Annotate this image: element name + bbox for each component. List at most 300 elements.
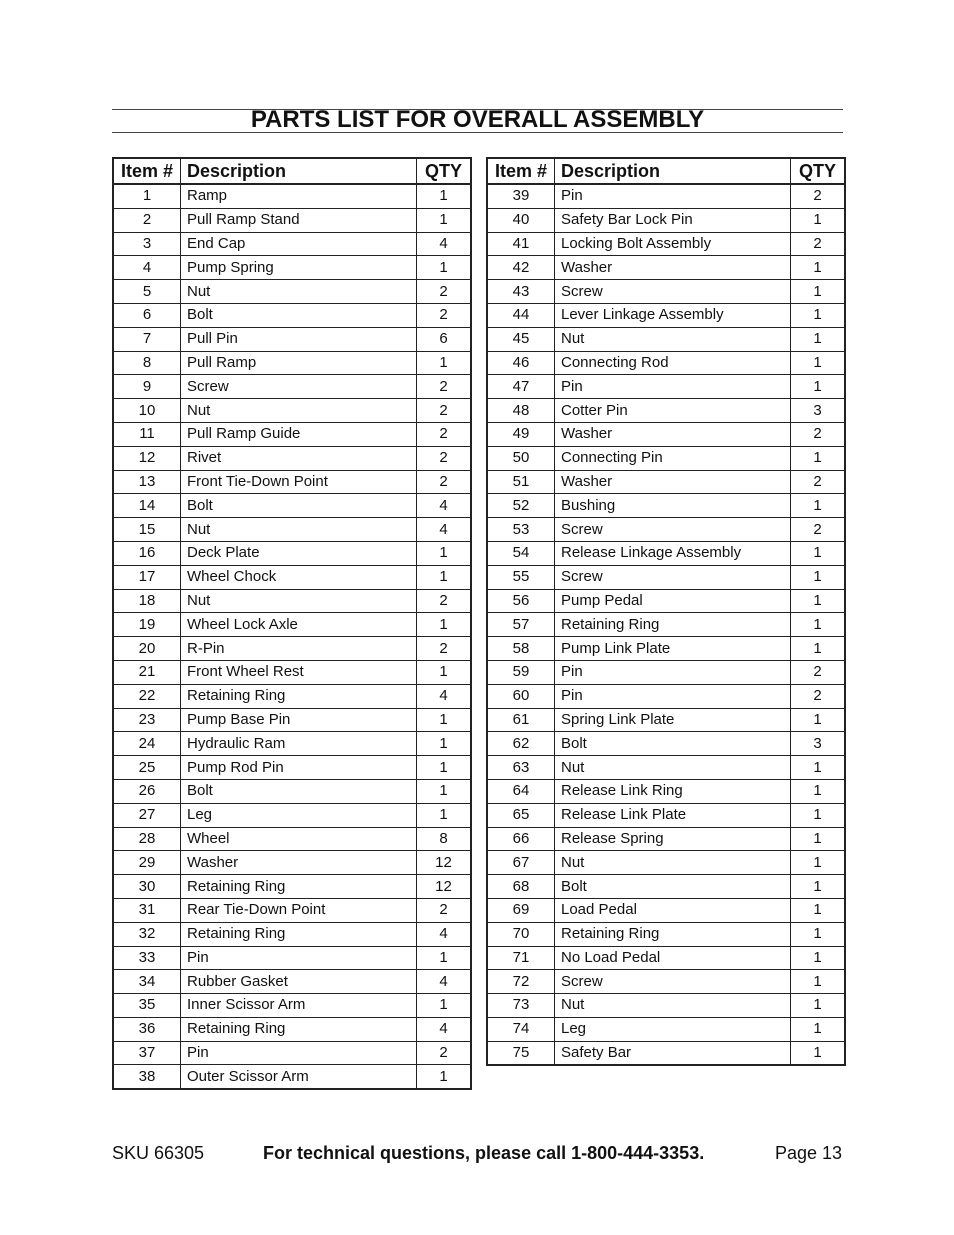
- item-qty: 1: [791, 827, 846, 851]
- table-row: [113, 327, 471, 351]
- item-description: Washer: [181, 851, 417, 875]
- item-number: 64: [487, 779, 555, 803]
- item-qty: 2: [791, 232, 846, 256]
- item-description: Washer: [555, 256, 791, 280]
- table-row: [487, 946, 845, 970]
- table-row: [113, 1041, 471, 1065]
- item-description: Nut: [181, 518, 417, 542]
- item-qty: 1: [417, 660, 472, 684]
- item-qty: 2: [417, 470, 472, 494]
- item-qty: 4: [417, 684, 472, 708]
- table-row: [487, 184, 845, 208]
- footer-sku: SKU 66305: [112, 1143, 205, 1163]
- item-description: Front Wheel Rest: [181, 660, 417, 684]
- item-description: Release Link Ring: [555, 779, 791, 803]
- item-description: End Cap: [181, 232, 417, 256]
- item-number: 75: [487, 1041, 555, 1065]
- item-qty: 1: [791, 541, 846, 565]
- item-description: Pin: [555, 660, 791, 684]
- item-number: 63: [487, 756, 555, 780]
- item-qty: 1: [791, 327, 846, 351]
- item-description: Pull Ramp Guide: [181, 422, 417, 446]
- item-number: 10: [113, 399, 181, 423]
- table-row: [113, 399, 471, 423]
- item-qty: 2: [791, 660, 846, 684]
- item-number: 56: [487, 589, 555, 613]
- item-description: Retaining Ring: [181, 922, 417, 946]
- item-number: 39: [487, 184, 555, 208]
- item-number: 17: [113, 565, 181, 589]
- table-row: [487, 327, 845, 351]
- table-row: [487, 256, 845, 280]
- item-number: 21: [113, 660, 181, 684]
- table-row: [487, 756, 845, 780]
- item-qty: 1: [791, 351, 846, 375]
- item-qty: 1: [417, 994, 472, 1018]
- item-qty: 1: [417, 351, 472, 375]
- item-number: 9: [113, 375, 181, 399]
- item-description: Pull Ramp: [181, 351, 417, 375]
- item-qty: 1: [417, 256, 472, 280]
- header-row: [487, 158, 845, 184]
- item-qty: 1: [417, 779, 472, 803]
- item-description: Bolt: [181, 303, 417, 327]
- item-number: 35: [113, 994, 181, 1018]
- item-number: 13: [113, 470, 181, 494]
- table-row: [113, 303, 471, 327]
- item-description: Spring Link Plate: [555, 708, 791, 732]
- item-description: Pump Spring: [181, 256, 417, 280]
- table-row: [487, 708, 845, 732]
- table-row: [113, 756, 471, 780]
- item-qty: 1: [791, 779, 846, 803]
- item-qty: 2: [417, 399, 472, 423]
- header-description: Description: [555, 158, 791, 184]
- footer-tech-support: For technical questions, please call 1-800-444-3353.: [263, 1143, 705, 1163]
- item-description: Rear Tie-Down Point: [181, 898, 417, 922]
- item-number: 29: [113, 851, 181, 875]
- table-row: [113, 494, 471, 518]
- item-number: 74: [487, 1017, 555, 1041]
- item-description: Load Pedal: [555, 898, 791, 922]
- table-row: [113, 684, 471, 708]
- item-number: 8: [113, 351, 181, 375]
- item-number: 30: [113, 875, 181, 899]
- item-description: Release Spring: [555, 827, 791, 851]
- item-description: Ramp: [181, 184, 417, 208]
- item-qty: 2: [417, 589, 472, 613]
- item-description: Leg: [181, 803, 417, 827]
- item-number: 44: [487, 303, 555, 327]
- item-qty: 1: [791, 898, 846, 922]
- item-description: Pin: [181, 946, 417, 970]
- table-row: [487, 827, 845, 851]
- item-number: 50: [487, 446, 555, 470]
- item-qty: 1: [791, 994, 846, 1018]
- item-number: 32: [113, 922, 181, 946]
- item-description: Screw: [555, 970, 791, 994]
- item-number: 5: [113, 280, 181, 304]
- table-row: [487, 1041, 845, 1065]
- table-row: [487, 613, 845, 637]
- item-qty: 2: [791, 684, 846, 708]
- table-row: [487, 922, 845, 946]
- item-qty: 1: [417, 613, 472, 637]
- table-row: [113, 875, 471, 899]
- header-item: Item #: [487, 158, 555, 184]
- item-qty: 2: [417, 280, 472, 304]
- item-number: 60: [487, 684, 555, 708]
- table-row: [487, 875, 845, 899]
- table-row: [113, 1065, 471, 1089]
- item-description: Pin: [555, 375, 791, 399]
- item-description: Retaining Ring: [555, 613, 791, 637]
- item-description: Pull Pin: [181, 327, 417, 351]
- item-qty: 2: [417, 898, 472, 922]
- table-row: [113, 970, 471, 994]
- table-row: [113, 422, 471, 446]
- item-description: Retaining Ring: [181, 1017, 417, 1041]
- table-row: [487, 660, 845, 684]
- item-number: 3: [113, 232, 181, 256]
- item-description: Safety Bar Lock Pin: [555, 208, 791, 232]
- table-row: [487, 779, 845, 803]
- table-row: [487, 303, 845, 327]
- item-qty: 1: [417, 756, 472, 780]
- header-item: Item #: [113, 158, 181, 184]
- item-number: 66: [487, 827, 555, 851]
- item-description: Retaining Ring: [181, 875, 417, 899]
- item-description: Pump Base Pin: [181, 708, 417, 732]
- table-row: [113, 637, 471, 661]
- item-number: 16: [113, 541, 181, 565]
- table-row: [113, 994, 471, 1018]
- item-number: 49: [487, 422, 555, 446]
- item-description: Rivet: [181, 446, 417, 470]
- table-row: [487, 470, 845, 494]
- item-qty: 1: [417, 565, 472, 589]
- item-number: 69: [487, 898, 555, 922]
- item-number: 48: [487, 399, 555, 423]
- table-row: [113, 184, 471, 208]
- item-qty: 1: [417, 803, 472, 827]
- item-qty: 4: [417, 518, 472, 542]
- item-description: Bolt: [555, 875, 791, 899]
- table-row: [487, 994, 845, 1018]
- item-description: Lever Linkage Assembly: [555, 303, 791, 327]
- item-description: Connecting Rod: [555, 351, 791, 375]
- item-qty: 4: [417, 494, 472, 518]
- item-qty: 1: [417, 732, 472, 756]
- item-description: Screw: [181, 375, 417, 399]
- item-description: Safety Bar: [555, 1041, 791, 1065]
- item-qty: 1: [791, 851, 846, 875]
- item-description: Pump Rod Pin: [181, 756, 417, 780]
- table-row: [487, 375, 845, 399]
- table-row: [487, 637, 845, 661]
- item-description: Nut: [181, 280, 417, 304]
- item-number: 12: [113, 446, 181, 470]
- item-description: Nut: [555, 756, 791, 780]
- item-number: 38: [113, 1065, 181, 1089]
- table-row: [487, 851, 845, 875]
- item-number: 7: [113, 327, 181, 351]
- item-qty: 1: [791, 613, 846, 637]
- table-row: [113, 946, 471, 970]
- table-row: [487, 494, 845, 518]
- item-description: Pin: [555, 684, 791, 708]
- item-qty: 2: [417, 303, 472, 327]
- item-qty: 2: [791, 184, 846, 208]
- item-number: 43: [487, 280, 555, 304]
- item-number: 71: [487, 946, 555, 970]
- item-number: 11: [113, 422, 181, 446]
- item-number: 40: [487, 208, 555, 232]
- table-row: [113, 351, 471, 375]
- table-row: [487, 589, 845, 613]
- item-number: 53: [487, 518, 555, 542]
- item-qty: 1: [791, 589, 846, 613]
- item-number: 15: [113, 518, 181, 542]
- item-description: Screw: [555, 518, 791, 542]
- item-qty: 3: [791, 399, 846, 423]
- item-number: 61: [487, 708, 555, 732]
- item-description: Inner Scissor Arm: [181, 994, 417, 1018]
- item-number: 37: [113, 1041, 181, 1065]
- item-qty: 1: [791, 875, 846, 899]
- item-number: 55: [487, 565, 555, 589]
- item-number: 19: [113, 613, 181, 637]
- item-description: Rubber Gasket: [181, 970, 417, 994]
- table-row: [487, 1017, 845, 1041]
- header-qty: QTY: [417, 158, 472, 184]
- item-qty: 2: [791, 470, 846, 494]
- table-row: [113, 827, 471, 851]
- table-row: [487, 803, 845, 827]
- item-qty: 1: [791, 803, 846, 827]
- item-number: 67: [487, 851, 555, 875]
- item-description: Nut: [555, 851, 791, 875]
- item-number: 47: [487, 375, 555, 399]
- item-qty: 2: [417, 1041, 472, 1065]
- item-qty: 1: [791, 565, 846, 589]
- item-description: Locking Bolt Assembly: [555, 232, 791, 256]
- item-description: Pull Ramp Stand: [181, 208, 417, 232]
- table-row: [113, 1017, 471, 1041]
- item-description: Screw: [555, 565, 791, 589]
- table-row: [113, 779, 471, 803]
- item-number: 70: [487, 922, 555, 946]
- item-number: 24: [113, 732, 181, 756]
- table-row: [113, 446, 471, 470]
- item-qty: 2: [417, 446, 472, 470]
- table-row: [113, 803, 471, 827]
- item-description: R-Pin: [181, 637, 417, 661]
- item-description: No Load Pedal: [555, 946, 791, 970]
- item-description: Pin: [181, 1041, 417, 1065]
- table-row: [487, 565, 845, 589]
- item-number: 42: [487, 256, 555, 280]
- item-description: Nut: [181, 399, 417, 423]
- item-number: 65: [487, 803, 555, 827]
- item-qty: 2: [417, 637, 472, 661]
- table-row: [113, 660, 471, 684]
- item-number: 68: [487, 875, 555, 899]
- item-number: 45: [487, 327, 555, 351]
- item-description: Retaining Ring: [181, 684, 417, 708]
- item-number: 73: [487, 994, 555, 1018]
- item-qty: 12: [417, 851, 472, 875]
- table-row: [113, 732, 471, 756]
- item-qty: 1: [791, 256, 846, 280]
- table-row: [487, 446, 845, 470]
- item-number: 57: [487, 613, 555, 637]
- item-description: Wheel: [181, 827, 417, 851]
- page-title: PARTS LIST FOR OVERALL ASSEMBLY: [250, 106, 705, 133]
- table-row: [487, 208, 845, 232]
- item-qty: 8: [417, 827, 472, 851]
- item-number: 54: [487, 541, 555, 565]
- item-description: Pin: [555, 184, 791, 208]
- item-number: 62: [487, 732, 555, 756]
- item-description: Release Link Plate: [555, 803, 791, 827]
- item-number: 1: [113, 184, 181, 208]
- item-description: Wheel Chock: [181, 565, 417, 589]
- item-number: 14: [113, 494, 181, 518]
- item-description: Connecting Pin: [555, 446, 791, 470]
- item-description: Front Tie-Down Point: [181, 470, 417, 494]
- parts-table-right: [486, 157, 846, 1066]
- table-row: [487, 684, 845, 708]
- item-number: 59: [487, 660, 555, 684]
- item-number: 36: [113, 1017, 181, 1041]
- table-row: [113, 922, 471, 946]
- item-number: 33: [113, 946, 181, 970]
- table-row: [113, 375, 471, 399]
- item-qty: 1: [791, 946, 846, 970]
- table-row: [113, 208, 471, 232]
- table-row: [113, 518, 471, 542]
- item-number: 58: [487, 637, 555, 661]
- item-description: Bolt: [555, 732, 791, 756]
- table-row: [487, 232, 845, 256]
- item-number: 34: [113, 970, 181, 994]
- item-number: 23: [113, 708, 181, 732]
- header-row: [113, 158, 471, 184]
- item-qty: 1: [791, 446, 846, 470]
- item-number: 72: [487, 970, 555, 994]
- item-qty: 1: [791, 494, 846, 518]
- item-qty: 1: [791, 1017, 846, 1041]
- item-qty: 4: [417, 232, 472, 256]
- item-description: Nut: [555, 327, 791, 351]
- table-row: [113, 851, 471, 875]
- item-number: 26: [113, 779, 181, 803]
- item-qty: 6: [417, 327, 472, 351]
- table-row: [113, 232, 471, 256]
- item-qty: 1: [417, 1065, 472, 1089]
- header-qty: QTY: [791, 158, 846, 184]
- item-description: Screw: [555, 280, 791, 304]
- table-row: [487, 732, 845, 756]
- table-row: [487, 351, 845, 375]
- item-qty: 1: [417, 208, 472, 232]
- item-qty: 1: [791, 970, 846, 994]
- item-description: Retaining Ring: [555, 922, 791, 946]
- item-qty: 1: [791, 208, 846, 232]
- item-description: Washer: [555, 470, 791, 494]
- table-row: [113, 589, 471, 613]
- item-description: Nut: [555, 994, 791, 1018]
- item-description: Hydraulic Ram: [181, 732, 417, 756]
- table-row: [487, 399, 845, 423]
- item-qty: 2: [417, 422, 472, 446]
- table-row: [487, 518, 845, 542]
- item-number: 31: [113, 898, 181, 922]
- item-qty: 1: [417, 541, 472, 565]
- item-qty: 2: [791, 422, 846, 446]
- item-description: Bushing: [555, 494, 791, 518]
- item-qty: 1: [791, 303, 846, 327]
- item-number: 6: [113, 303, 181, 327]
- item-qty: 1: [791, 708, 846, 732]
- item-description: Outer Scissor Arm: [181, 1065, 417, 1089]
- item-qty: 12: [417, 875, 472, 899]
- item-number: 52: [487, 494, 555, 518]
- item-number: 20: [113, 637, 181, 661]
- item-description: Leg: [555, 1017, 791, 1041]
- item-qty: 2: [417, 375, 472, 399]
- table-row: [113, 280, 471, 304]
- item-description: Nut: [181, 589, 417, 613]
- item-description: Bolt: [181, 779, 417, 803]
- table-row: [487, 280, 845, 304]
- item-qty: 1: [791, 637, 846, 661]
- footer-page-number: Page 13: [774, 1143, 842, 1163]
- item-number: 25: [113, 756, 181, 780]
- table-row: [113, 565, 471, 589]
- table-row: [487, 898, 845, 922]
- item-qty: 4: [417, 922, 472, 946]
- item-description: Release Linkage Assembly: [555, 541, 791, 565]
- item-qty: 1: [417, 708, 472, 732]
- item-number: 4: [113, 256, 181, 280]
- item-qty: 2: [791, 518, 846, 542]
- table-row: [113, 256, 471, 280]
- table-row: [487, 541, 845, 565]
- item-number: 2: [113, 208, 181, 232]
- table-row: [113, 898, 471, 922]
- item-qty: 1: [791, 375, 846, 399]
- table-row: [113, 470, 471, 494]
- header-description: Description: [181, 158, 417, 184]
- item-number: 41: [487, 232, 555, 256]
- item-description: Wheel Lock Axle: [181, 613, 417, 637]
- table-row: [113, 613, 471, 637]
- item-description: Bolt: [181, 494, 417, 518]
- item-number: 28: [113, 827, 181, 851]
- item-qty: 1: [791, 1041, 846, 1065]
- item-number: 22: [113, 684, 181, 708]
- table-row: [113, 708, 471, 732]
- table-row: [113, 541, 471, 565]
- item-qty: 1: [417, 184, 472, 208]
- item-number: 46: [487, 351, 555, 375]
- item-qty: 4: [417, 970, 472, 994]
- parts-table-left: [112, 157, 472, 1090]
- item-number: 18: [113, 589, 181, 613]
- item-description: Deck Plate: [181, 541, 417, 565]
